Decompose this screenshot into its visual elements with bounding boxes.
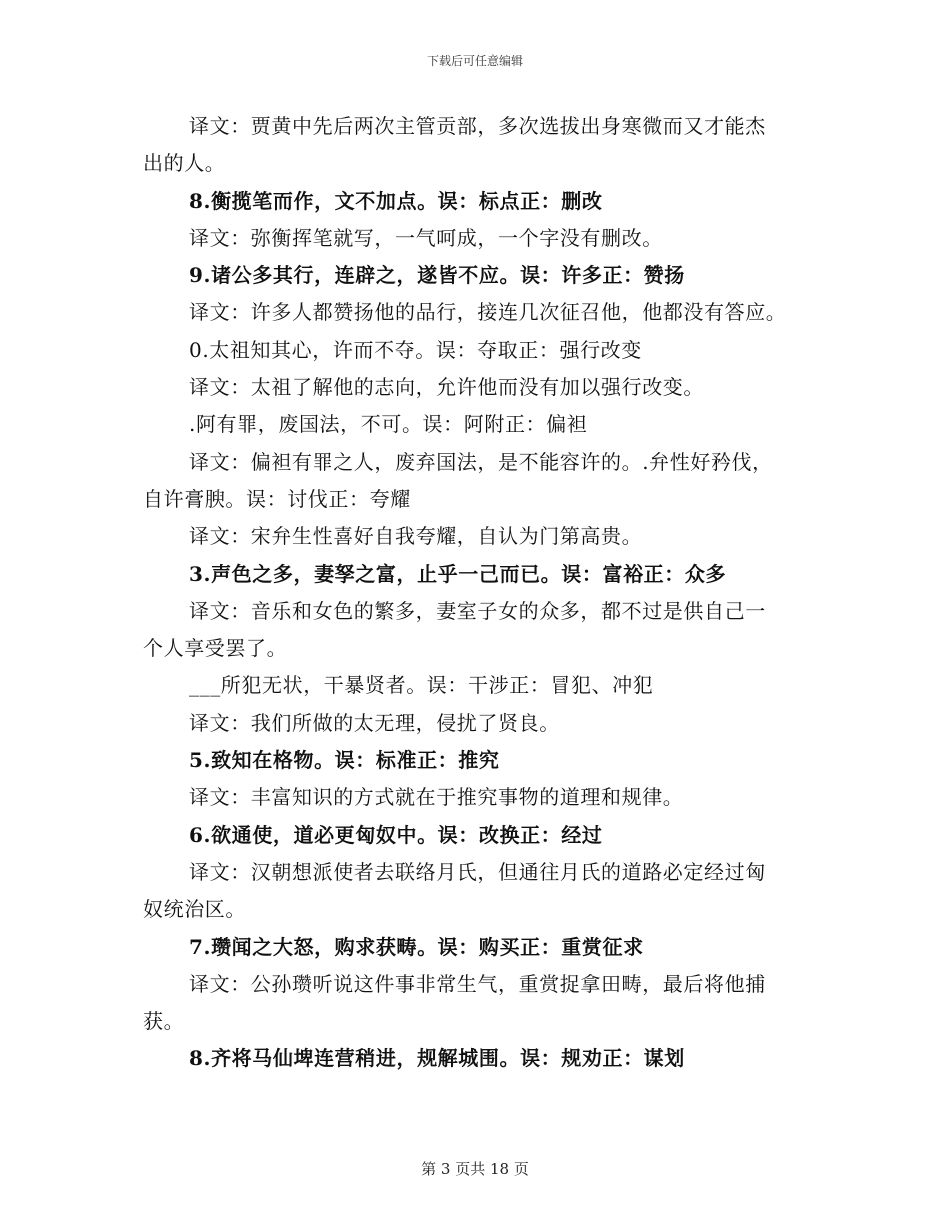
text-line: .阿有罪，废国法，不可。误：阿附正：偏袒 <box>189 412 588 437</box>
text-line: 5.致知在格物。误：标准正：推究 <box>189 748 500 773</box>
text-line: 个人享受罢了。 <box>143 636 288 661</box>
text-line: 译文：弥衡挥笔就写，一气呵成，一个字没有删改。 <box>189 225 663 250</box>
text-line: ___所犯无状，干暴贤者。误：干涉正：冒犯、冲犯 <box>189 673 654 698</box>
document-body <box>143 108 813 1078</box>
text-line: 6.欲通使，道必更匈奴中。误：改换正：经过 <box>189 822 603 847</box>
text-line: 译文：偏袒有罪之人，废弃国法，是不能容许的。.弁性好矜伐， <box>189 449 773 474</box>
text-line: 译文：太祖了解他的志向，允许他而没有加以强行改变。 <box>189 375 704 400</box>
text-line: 出的人。 <box>143 151 226 176</box>
text-line: 奴统治区。 <box>143 897 246 922</box>
text-line: 译文：许多人都赞扬他的品行，接连几次征召他，他都没有答应。 <box>189 300 787 325</box>
text-line: 8.衡揽笔而作，文不加点。误：标点正：删改 <box>189 188 603 213</box>
text-line: 自许膏腴。误：讨伐正：夸耀 <box>143 486 411 511</box>
text-line: 译文：我们所做的太无理，侵扰了贤良。 <box>189 710 560 735</box>
text-line: 译文：音乐和女色的繁多，妻室子女的众多，都不过是供自己一 <box>189 598 766 623</box>
text-line: 3.声色之多，妻孥之富，止乎一己而已。误：富裕正：众多 <box>189 561 727 586</box>
text-line: 译文：汉朝想派使者去联络月氏，但通往月氏的道路必定经过匈 <box>189 859 766 884</box>
text-line: 译文：宋弁生性喜好自我夸耀，自认为门第高贵。 <box>189 524 643 549</box>
text-line: 8.齐将马仙埤连营稍进，规解城围。误：规劝正：谋划 <box>189 1046 685 1071</box>
text-line: 译文：丰富知识的方式就在于推究事物的道理和规律。 <box>189 785 684 810</box>
text-line: 7.瓒闻之大怒，购求获畴。误：购买正：重赏征求 <box>189 934 644 959</box>
text-line: 获。 <box>143 1009 185 1034</box>
text-line: 译文：贾黄中先后两次主管贡部，多次选拔出身寒微而又才能杰 <box>189 114 766 138</box>
text-line: 9.诸公多其行，连辟之，遂皆不应。误：许多正：赞扬 <box>189 263 685 288</box>
page-footer: 第 3 页共 18 页 <box>421 1160 529 1178</box>
page-header: 下载后可任意编辑 <box>426 54 523 68</box>
text-line: 0.太祖知其心，许而不夺。误：夺取正：强行改变 <box>189 337 642 362</box>
text-line: 译文：公孙瓒听说这件事非常生气，重赏捉拿田畴，最后将他捕 <box>189 971 766 996</box>
